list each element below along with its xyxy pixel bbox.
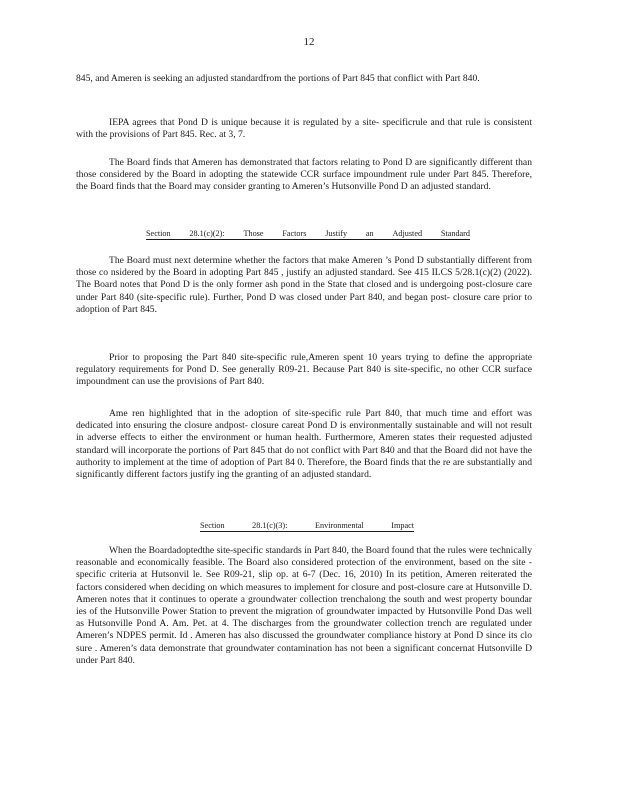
section-heading-28-1-c-3 [200,520,414,532]
heading-word: Environmental [315,521,364,530]
heading-word: Those [243,229,264,238]
paragraph-5: Prior to proposing the Part 840 site-specific rule,Ameren spent 10 years trying to define the appropriate regulatory requirements for Pond D. See generally R09-21. Because Part 840 is site-specific, no other CCR surface impoundment can use the provisions of Part 840. [76,352,532,388]
heading-word: Justify [325,229,348,238]
paragraph-7: When the Boardadoptedthe site-specific standards in Part 840, the Board found that the rules were technically reasonable and economically feasible. The Board also considered protection of the environment, based on the site -specific criteria at Hutsonvil le. See R09-21, slip op. at 6-7 (Dec. 16, 2010) In its petition, Ameren reiterated the factors considered when deciding on which measures to implement for closure and post-closure care at Hutsonville D. Ameren notes that it continues to operate a groundwater collection trenchalong the south and west property boundar ies of the Hutsonville Power Station to prevent the migration of groundwater impacted by Hutsonville Pond Das well as Hutsonville Pond A. Am. Pet. at 4. The discharges from the groundwater collection trench are regulated under Ameren’s NDPES permit. Id . Ameren has also discussed the groundwater compliance history at Pond D since its clo sure . Ameren’s data demonstrate that groundwater contamination has not been a significant concernat Hutsonville D under Part 840. [76,545,532,666]
heading-word: an [365,229,374,238]
paragraph-3: The Board finds that Ameren has demonstrated that factors relating to Pond D are significantly different than those considered by the Board in adopting the statewide CCR surface impoundment rule under Part 845. Therefore, the Board finds that the Board may consider granting to Ameren’s Hutsonville Pond D an adjusted standard. [76,157,532,193]
heading-word: Section [146,229,171,238]
heading-word: Adjusted [392,229,423,238]
heading-word: Impact [391,521,414,530]
heading-word: Standard [440,229,470,238]
paragraph-4: The Board must next determine whether the factors that make Ameren ’s Pond D substantially different from those co nsidered by the Board in adopting Part 845 , justify an adjusted standard. See 415 ILCS 5/28.1(c)(2) (2022). The Board notes that Pond D is the only former ash pond in the State that closed and is undergoing post-closure care under Part 840 (site-specific rule). Further, Pond D was closed under Part 840, and began post- closure care prior to adoption of Part 845. [76,255,532,315]
heading-word: 28.1(c)(2): [189,229,225,238]
paragraph-6: Ame ren highlighted that in the adoption of site-specific rule Part 840, that much time and effort was dedicated into ensuring the closure andpost- closure careat Pond D is environmentally sustainable and will not result in adverse effects to either the environment or human health. Furthermore, Ameren states their requested adjusted standard will incorporate the portions of Part 845 that do not conflict with Part 840 and that the Board did not have the authority to implement at the time of adoption of Part 84 0. Therefore, the Board finds that the re are substantially and significantly different factors justify ing the granting of an adjusted standard. [76,408,532,481]
heading-word: 28.1(c)(3): [252,521,288,530]
section-heading-28-1-c-2 [146,228,470,240]
heading-word: Section [200,521,225,530]
page-number: 12 [303,36,315,48]
heading-word: Factors [282,229,307,238]
paragraph-2: IEPA agrees that Pond D is unique because it is regulated by a site- specificrule and that rule is consistent with the provisions of Part 845. Rec. at 3, 7. [76,117,532,141]
paragraph-1: 845, and Ameren is seeking an adjusted standardfrom the portions of Part 845 that conflict with Part 840. [76,73,480,84]
